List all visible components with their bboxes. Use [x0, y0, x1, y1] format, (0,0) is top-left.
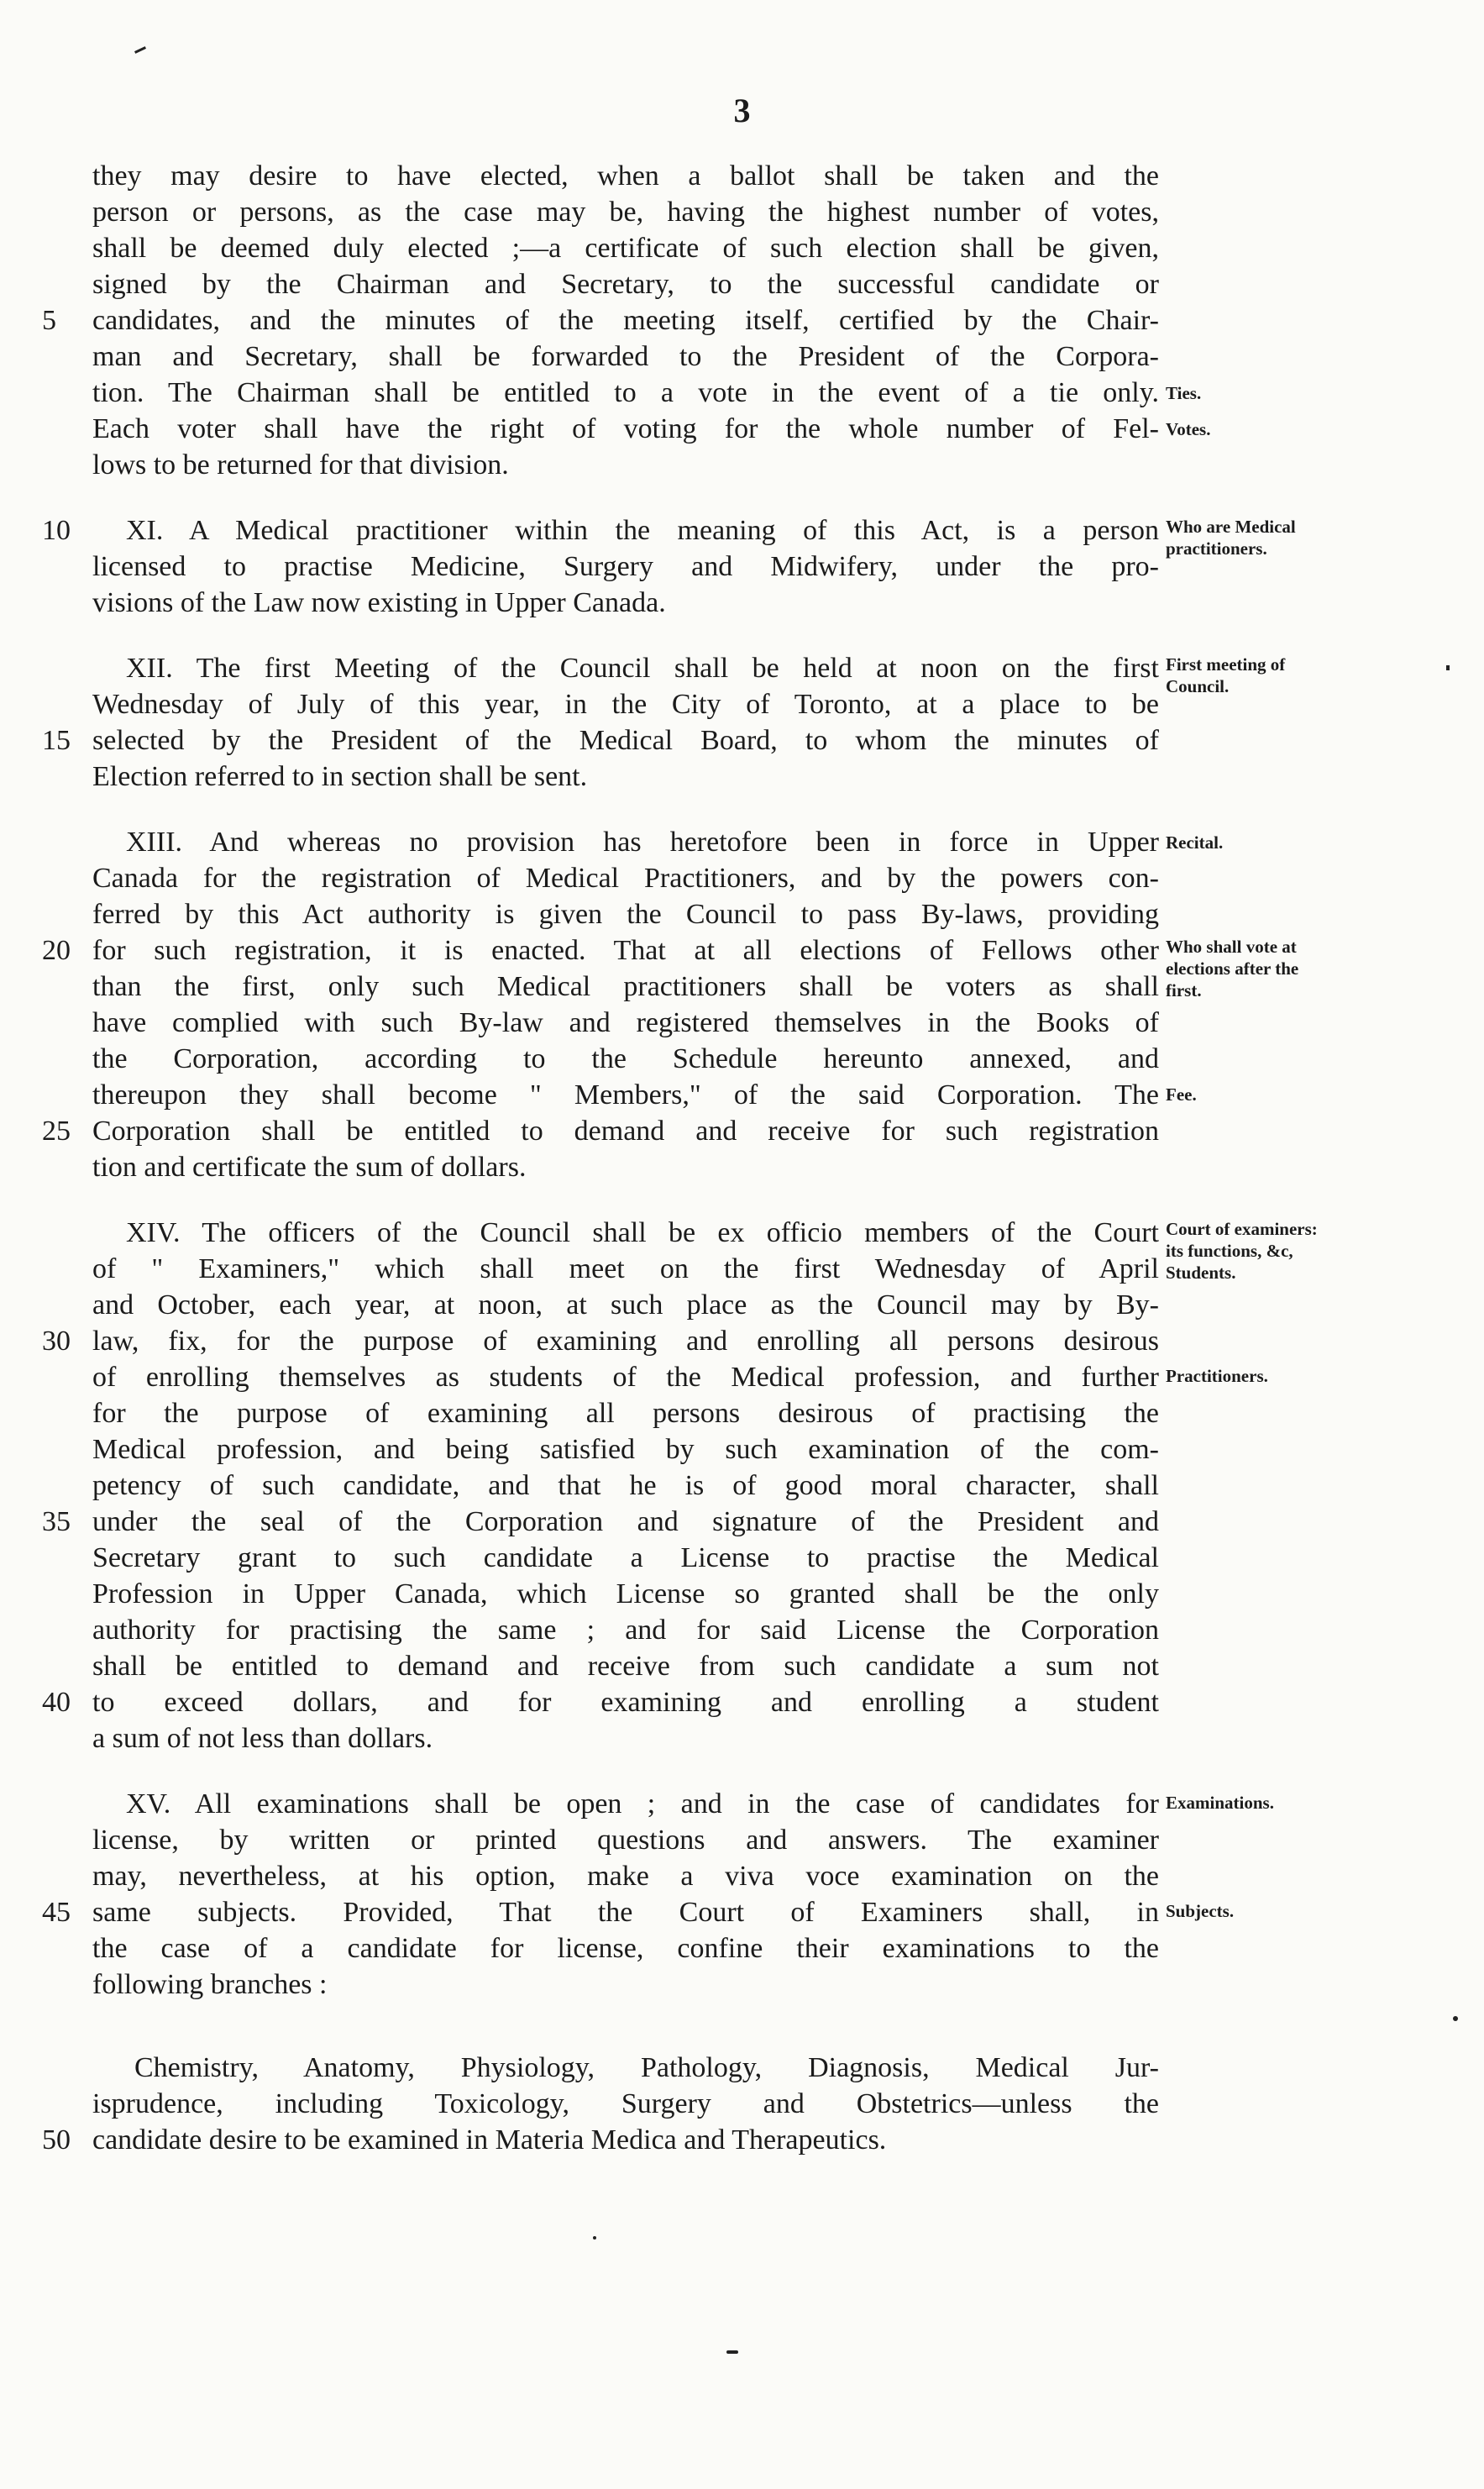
text-line: Each voter shall have the right of voting for the whole number of Fel- — [92, 413, 1159, 444]
text-line: Canada for the registration of Medical Practitioners, and by the powers con- — [92, 863, 1159, 894]
text-line: of enrolling themselves as students of the Medical profession, and further — [92, 1362, 1159, 1393]
text-line: under the seal of the Corporation and signature of the President and — [92, 1506, 1159, 1537]
subjects-line: isprudence, including Toxicology, Surgery and Obstetrics—unless the — [92, 2088, 1159, 2119]
page-number: 3 — [733, 92, 751, 129]
section-xii-first-line: XII. The first Meeting of the Council shall be held at noon on the first — [126, 653, 1159, 684]
text-line: they may desire to have elected, when a ballot shall be taken and the — [92, 160, 1159, 192]
margin-note: Subjects. — [1166, 1901, 1235, 1921]
text-line: Secretary grant to such candidate a License to practise the Medical — [92, 1542, 1159, 1573]
section-xi-first-line: XI. A Medical practitioner within the meaning of this Act, is a person — [126, 515, 1159, 546]
text-line: Election referred to in section shall be sent. — [92, 761, 588, 792]
line-number: 10 — [42, 515, 71, 546]
scan-speck-mark — [1446, 665, 1450, 670]
text-line: law, fix, for the purpose of examining and enrolling all persons desirous — [92, 1326, 1159, 1357]
margin-note: Examinations. — [1166, 1793, 1274, 1813]
margin-note: Votes. — [1166, 419, 1211, 439]
line-number: 50 — [42, 2124, 71, 2156]
text-line: ferred by this Act authority is given the Council to pass By-laws, providing — [92, 899, 1159, 930]
text-line: to exceed dollars, and for examining and enrolling a student — [92, 1687, 1159, 1718]
text-line: shall be deemed duly elected ;—a certificate of such election shall be given, — [92, 233, 1159, 264]
text-line: tion. The Chairman shall be entitled to a vote in the event of a tie only. — [92, 377, 1159, 408]
text-line: petency of such candidate, and that he is of good moral character, shall — [92, 1470, 1159, 1501]
text-line: licensed to practise Medicine, Surgery and Midwifery, under the pro- — [92, 551, 1159, 582]
text-line: for such registration, it is enacted. That at all elections of Fellows other — [92, 935, 1159, 966]
text-line: may, nevertheless, at his option, make a viva voce examination on the — [92, 1861, 1159, 1892]
section-xiv-first-line: XIV. The officers of the Council shall be ex officio members of the Court — [126, 1217, 1159, 1248]
text-line: Profession in Upper Canada, which License so granted shall be the only — [92, 1578, 1159, 1609]
line-number: 45 — [42, 1897, 71, 1928]
margin-note: Practitioners. — [1166, 1366, 1268, 1386]
line-number: 5 — [42, 305, 56, 336]
text-line: than the first, only such Medical practitioners shall be voters as shall — [92, 971, 1159, 1002]
margin-note: Recital. — [1166, 832, 1224, 853]
text-line: and October, each year, at noon, at such place as the Council may by By- — [92, 1289, 1159, 1321]
scan-speck-mark — [1453, 2016, 1458, 2021]
text-line: a sum of not less than dollars. — [92, 1723, 433, 1754]
text-line: the Corporation, according to the Schedule hereunto annexed, and — [92, 1043, 1159, 1074]
text-line: Wednesday of July of this year, in the City of Toronto, at a place to be — [92, 689, 1159, 720]
text-line: thereupon they shall become " Members," of the said Corporation. The — [92, 1079, 1159, 1111]
margin-note: Ties. — [1166, 383, 1202, 403]
text-line: Medical profession, and being satisfied by such examination of the com- — [92, 1434, 1159, 1465]
text-line: shall be entitled to demand and receive from such candidate a sum not — [92, 1651, 1159, 1682]
subjects-line: candidate desire to be examined in Materia Medica and Therapeutics. — [92, 2124, 887, 2156]
line-number: 40 — [42, 1687, 71, 1718]
text-line: man and Secretary, shall be forwarded to the President of the Corpora- — [92, 341, 1159, 372]
text-line: selected by the President of the Medical Board, to whom the minutes of — [92, 725, 1159, 756]
text-line: for the purpose of examining all persons desirous of practising the — [92, 1398, 1159, 1429]
margin-note: Fee. — [1166, 1084, 1197, 1105]
text-line: following branches : — [92, 1969, 328, 2000]
scan-speck-mark — [593, 2236, 596, 2240]
text-line: license, by written or printed questions and answers. The examiner — [92, 1825, 1159, 1856]
line-number: 30 — [42, 1326, 71, 1357]
text-line: Corporation shall be entitled to demand and receive for such registration — [92, 1116, 1159, 1147]
margin-note: Who are Medical practitioners. — [1166, 517, 1296, 559]
margin-note: Who shall vote at elections after the first. — [1166, 937, 1299, 1000]
line-number: 15 — [42, 725, 71, 756]
line-number: 25 — [42, 1116, 71, 1147]
text-line: same subjects. Provided, That the Court of Examiners shall, in — [92, 1897, 1159, 1928]
text-line: the case of a candidate for license, confine their examinations to the — [92, 1933, 1159, 1964]
text-line: signed by the Chairman and Secretary, to the successful candidate or — [92, 269, 1159, 300]
scan-speck-mark — [726, 2350, 738, 2354]
margin-note: First meeting of Council. — [1166, 654, 1286, 696]
text-line: authority for practising the same ; and for said License the Corporation — [92, 1615, 1159, 1646]
text-line: have complied with such By-law and registered themselves in the Books of — [92, 1007, 1159, 1038]
text-line: person or persons, as the case may be, having the highest number of votes, — [92, 197, 1159, 228]
section-xiii-first-line: XIII. And whereas no provision has heretofore been in force in Upper — [126, 827, 1159, 858]
text-line: candidates, and the minutes of the meeting itself, certified by the Chair- — [92, 305, 1159, 336]
text-line: lows to be returned for that division. — [92, 449, 509, 480]
text-line: of " Examiners," which shall meet on the first Wednesday of April — [92, 1253, 1159, 1284]
text-line: tion and certificate the sum of dollars. — [92, 1152, 527, 1183]
section-xv-first-line: XV. All examinations shall be open ; and in the case of candidates for — [126, 1788, 1159, 1819]
text-line: visions of the Law now existing in Upper Canada. — [92, 587, 666, 618]
scan-speck-mark — [134, 46, 146, 54]
margin-note: Court of examiners: its functions, &c, Students. — [1166, 1219, 1318, 1283]
line-number: 20 — [42, 935, 71, 966]
subjects-line: Chemistry, Anatomy, Physiology, Pathology, Diagnosis, Medical Jur- — [134, 2052, 1159, 2083]
line-number: 35 — [42, 1506, 71, 1537]
